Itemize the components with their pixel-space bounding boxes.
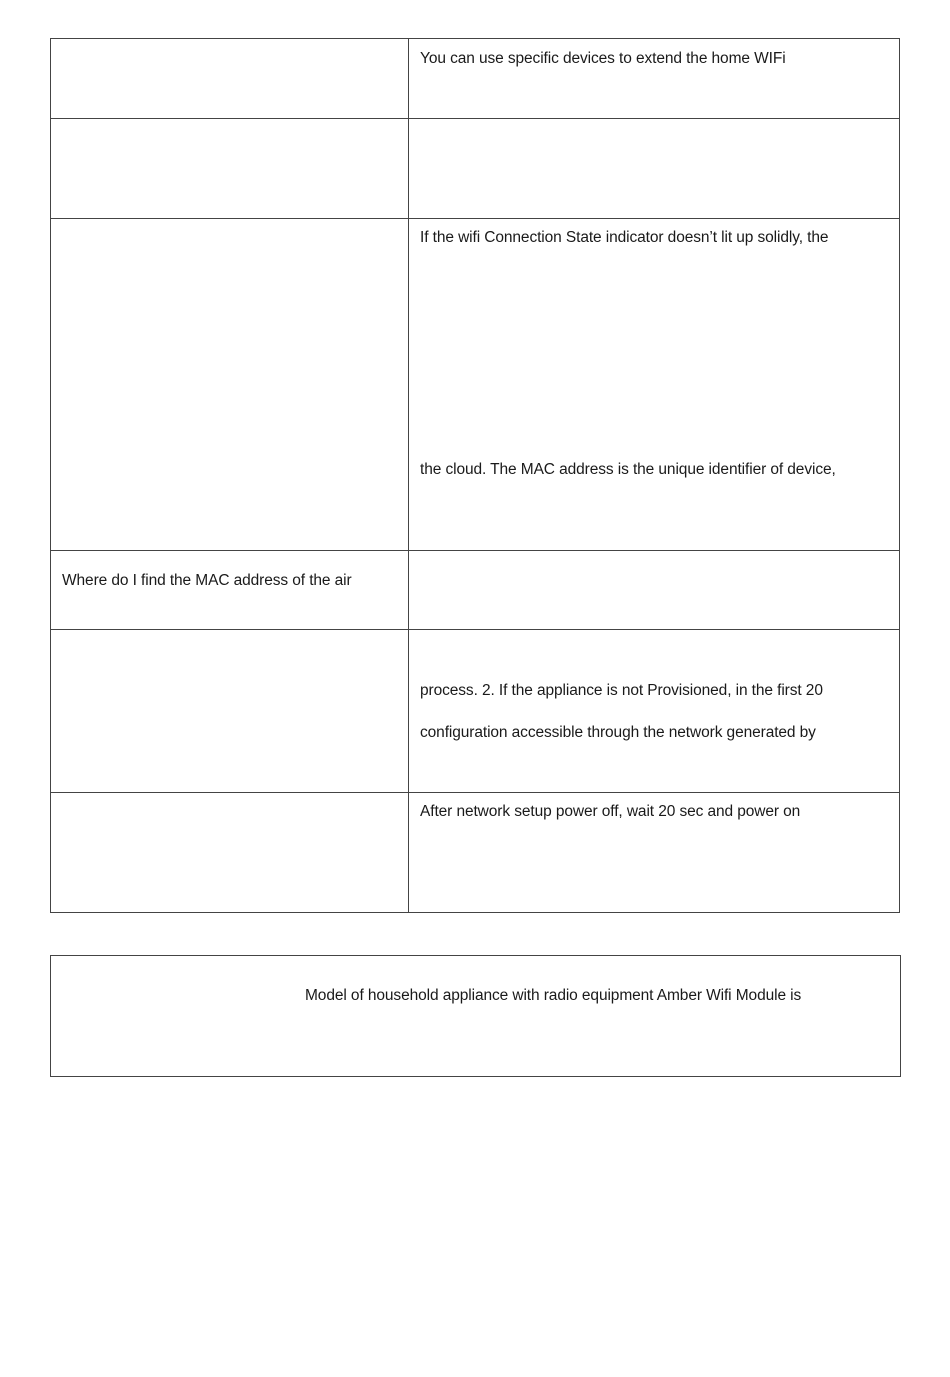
faq-row	[51, 118, 899, 218]
faq-row	[51, 39, 899, 118]
faq-answer-cell	[409, 630, 899, 792]
faq-answer-cell	[409, 219, 899, 550]
faq-row	[51, 792, 899, 912]
faq-question-cell	[51, 793, 409, 912]
faq-answer-cell	[409, 793, 899, 912]
faq-answer-text: process. 2. If the appliance is not Provisioned, in the first 20	[420, 682, 823, 699]
faq-answer-cell	[409, 119, 899, 218]
faq-question-cell	[51, 551, 409, 629]
faq-answer-text: You can use specific devices to extend the home WIFi	[420, 50, 786, 67]
faq-row	[51, 629, 899, 792]
faq-answer-text: If the wifi Connection State indicator doesn’t lit up solidly, the	[420, 229, 829, 246]
faq-answer-text: the cloud. The MAC address is the unique identifier of device,	[420, 461, 836, 478]
faq-answer-cell	[409, 39, 899, 118]
faq-answer-text: configuration accessible through the network generated by	[420, 724, 816, 741]
faq-question-cell	[51, 630, 409, 792]
declaration-text: Model of household appliance with radio equipment Amber Wifi Module is	[305, 987, 802, 1004]
faq-table	[50, 38, 900, 913]
faq-question-cell	[51, 119, 409, 218]
faq-row	[51, 550, 899, 629]
declaration-box	[50, 955, 901, 1077]
faq-question-cell	[51, 219, 409, 550]
faq-row	[51, 218, 899, 550]
faq-question-text: Where do I find the MAC address of the air	[62, 572, 352, 589]
faq-question-cell	[51, 39, 409, 118]
faq-answer-cell	[409, 551, 899, 629]
faq-answer-text: After network setup power off, wait 20 sec and power on	[420, 803, 801, 820]
